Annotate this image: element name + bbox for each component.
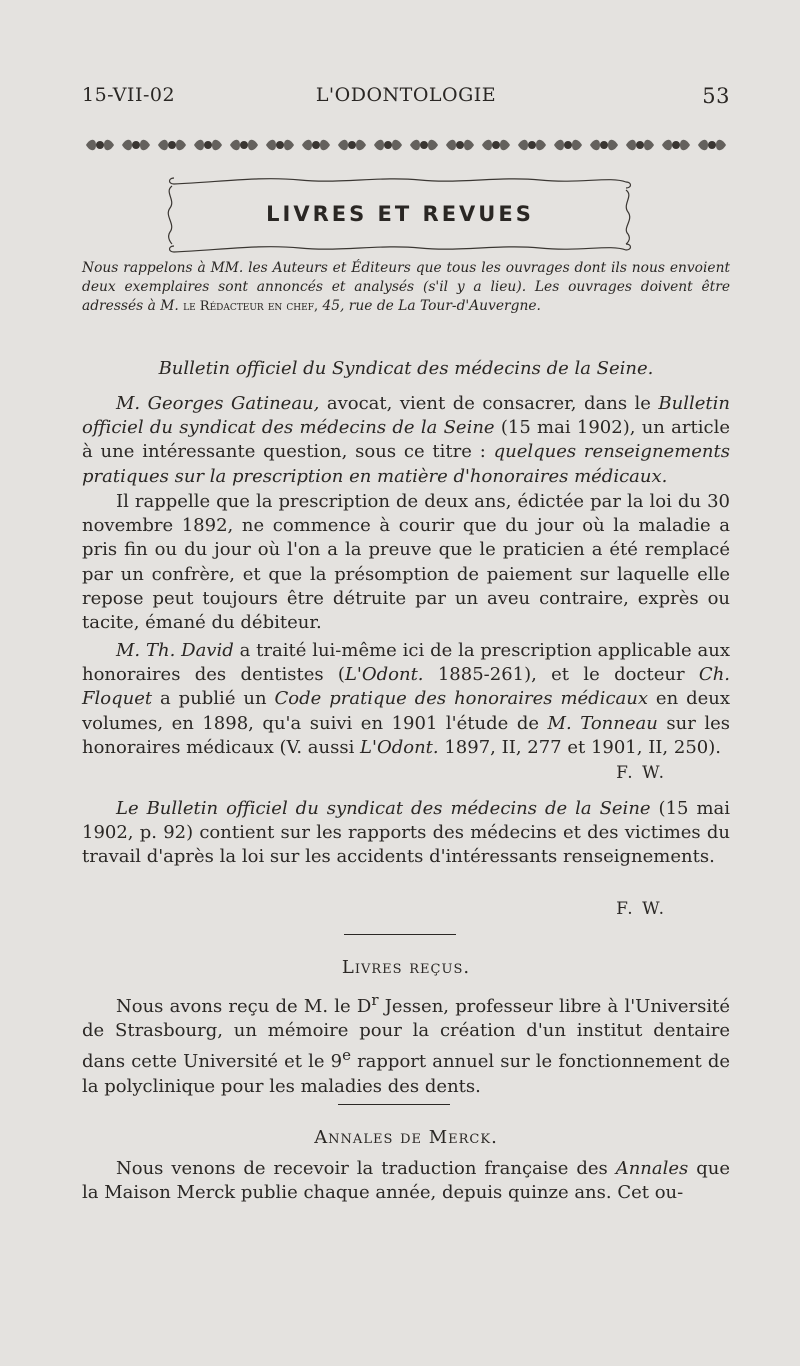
publication-title: Bulletin officiel du syndicat des médecins de la Seine — [82, 393, 730, 439]
article-paragraph — [82, 392, 730, 489]
text-run: Jessen, professeur libre à l'Université de Strasbourg, un mémoire pour la création d'un institut dentaire dans cette Université et le 9 — [82, 996, 730, 1073]
running-header — [82, 84, 730, 114]
publication-title: Annales — [615, 1158, 689, 1179]
text-run: Nous avons reçu de M. le D — [116, 996, 372, 1017]
text-run: rapport annuel sur le fonctionnement de la polyclinique pour les maladies des dents. — [82, 1051, 730, 1097]
publication-ref: L'Odont. — [360, 736, 439, 758]
notice-text: Nous rappelons à MM. les Auteurs et Éditeurs que tous les ouvrages dont ils nous envoient deux exemplaires sont annoncés et analysés (s'il y a lieu). Les ouvrages doivent être adressés à M. — [82, 260, 730, 314]
divider — [344, 934, 456, 935]
publication-title: Le Bulletin officiel du syndicat des médecins de la Seine — [116, 798, 651, 819]
section-heading: LIVRES ET REVUES — [266, 202, 534, 226]
text-run: (15 mai 1902), un article à une intéressante question, sous ce titre : — [82, 417, 730, 463]
text-run: avocat, vient de consacrer, dans le — [319, 393, 659, 414]
text-run: a traité lui-même ici de la prescription applicable aux honoraires des dentistes ( — [82, 640, 730, 686]
page-number: 53 — [702, 84, 730, 108]
article-paragraph — [82, 1157, 730, 1205]
section-heading-frame — [160, 172, 640, 256]
signature: F. W. — [616, 763, 666, 783]
article-paragraph — [82, 639, 730, 760]
divider — [338, 1104, 450, 1105]
article-title: Bulletin officiel du Syndicat des médecins de la Seine. — [158, 358, 654, 379]
text-run: Nous venons de recevoir la traduction française des — [116, 1158, 616, 1179]
superscript: e — [342, 1046, 351, 1065]
article-paragraph — [82, 988, 730, 1099]
signature: F. W. — [616, 899, 666, 919]
text-run: sur les honoraires médicaux (V. aussi — [82, 712, 730, 758]
article-paragraph: Il rappelle que la prescription de deux ans, édictée par la loi du 30 novembre 1892, ne commence à courir que du jour où la maladie a pris fin ou du jour où l'on a la preuve que le praticien a été remplacé par un confrère, et que la présomption de paiement sur laquelle elle repose peut toujours être détruite par un aveu contraire, exprès ou tacite, émané du débiteur. — [82, 491, 730, 634]
publication-title: Code pratique des honoraires médicaux — [274, 688, 648, 710]
author-name: Ch. Floquet — [82, 664, 731, 710]
text-run: 1897, II, 277 et 1901, II, 250). — [438, 736, 721, 758]
text-run: que la Maison Merck publie chaque année, depuis quinze ans. Cet ou- — [82, 1158, 730, 1204]
text-run: (15 mai 1902, p. 92) contient sur les rapports des médecins et des victimes du travail d'après la loi sur les accidents d'intéressants renseignements. — [82, 798, 731, 868]
superscript: r — [371, 991, 379, 1009]
journal-title: L'ODONTOLOGIE — [315, 84, 497, 106]
notice-address: 45, rue de La Tour-d'Auvergne. — [322, 298, 541, 314]
article-paragraph — [82, 797, 730, 870]
decorative-floral-band-icon — [82, 136, 730, 154]
publication-ref: L'Odont. — [344, 664, 424, 686]
article-subject: quelques renseignements pratiques sur la prescription en matière d'honoraires médicaux. — [82, 441, 730, 487]
notice-recipient: le Rédacteur en chef, — [183, 299, 319, 314]
section-title-livres-recus: Livres reçus. — [341, 957, 471, 978]
author-name: M. Th. David — [116, 640, 234, 661]
text-run: a publié un — [152, 688, 275, 710]
author-name: M. Georges Gatineau, — [116, 393, 320, 414]
author-name: M. Tonneau — [547, 712, 658, 734]
text-run: 1885-261), et le docteur — [423, 664, 699, 686]
text-run: en deux volumes, en 1898, qu'a suivi en 1901 l'étude de — [82, 688, 731, 734]
section-title-annales: Annales de Merck. — [314, 1127, 498, 1148]
header-date: 15-VII-02 — [82, 84, 176, 106]
editorial-notice — [82, 259, 730, 316]
